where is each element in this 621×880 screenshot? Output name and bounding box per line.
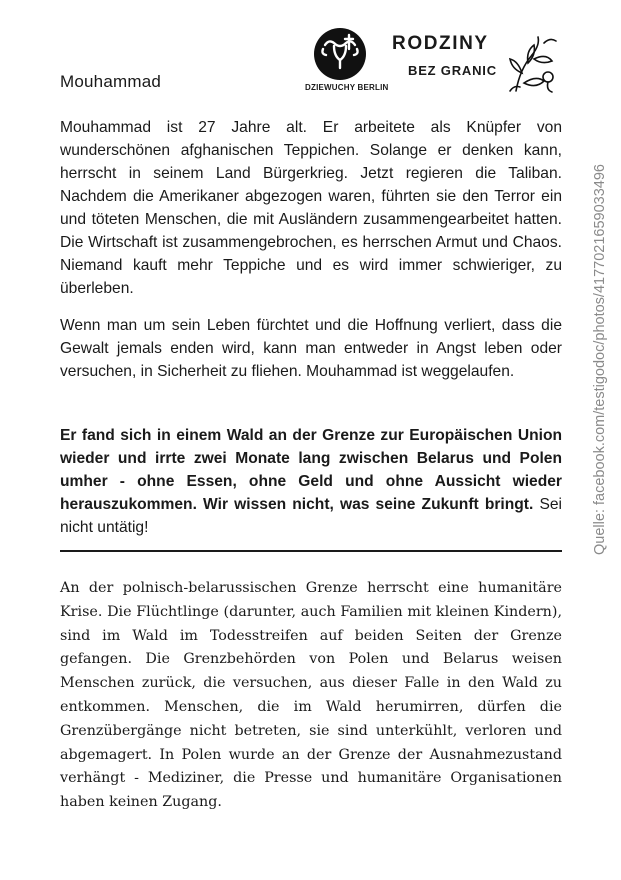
dziewuchy-berlin-logo [305,27,389,97]
plant-drawing-icon [504,33,562,95]
section-divider [60,550,562,552]
appeal-bold-text: Er fand sich in einem Wald an der Grenze zur Europäischen Union wieder und irrte zwei Monate lang zwischen Belarus und Polen umher - ohne Essen, ohne Geld und ohne Aussicht wieder herauszukommen. Wir wissen nicht, was seine Zukunft bringt. [60,427,562,513]
uterus-emblem-icon [305,27,375,83]
appeal-call-text: Sei nicht untätig! [60,496,563,536]
escape-paragraph: Wenn man um sein Leben fürchtet und die Hoffnung verliert, dass die Gewalt jemals enden wird, kann man entweder in Angst leben oder versuchen, in Sicherheit zu fliehen. Mouhammad ist weggelaufen. [60,317,562,380]
dziewuchy-logo-text: DZIEWUCHY BERLIN [305,83,389,92]
rodziny-logo-line1: RODZINY [392,33,489,54]
appeal-paragraph [60,424,562,539]
page-title: Mouhammad [60,72,162,91]
source-credit-text: Quelle: facebook.com/testigodoc/photos/4177021659033496 [592,164,608,555]
crisis-info-paragraph: An der polnisch-belarussischen Grenze herrscht eine humanitäre Krise. Die Flüchtlinge (darunter, auch Familien mit kleinen Kindern), sind im Wald im Todesstreifen auf beiden Seiten der Grenze gefangen. Die Grenzbehörden von Polen und Belarus weisen Menschen zurück, die versuchen, aus dieser Falle in den Wald zu entkommen. Menschen, die im Wald herumirren, dürfen die Grenzübergänge nicht betreten, sie sind unterkühlt, verloren und abgemagert. In Polen wurde an der Grenze der Ausnahmezustand verhängt - Mediziner, die Presse und humanitäre Organisationen haben keinen Zugang. [60,580,562,811]
rodziny-bez-granic-logo [392,33,562,97]
intro-paragraph: Mouhammad ist 27 Jahre alt. Er arbeitete als Knüpfer von wunderschönen afghanischen Teppichen. Solange er denken kann, herrscht in seinem Land Bürgerkrieg. Jetzt regieren die Taliban. Nachdem die Amerikaner abgezogen waren, führten sie den Terror ein und töteten Menschen, die mit Ausländern zusammengearbeitet hatten. Die Wirtschaft ist zusammengebrochen, es herrschen Armut und Chaos. Niemand kauft mehr Teppiche und es wird immer schwieriger, zu überleben. [60,119,562,297]
rodziny-logo-line2: BEZ GRANIC [408,63,497,78]
